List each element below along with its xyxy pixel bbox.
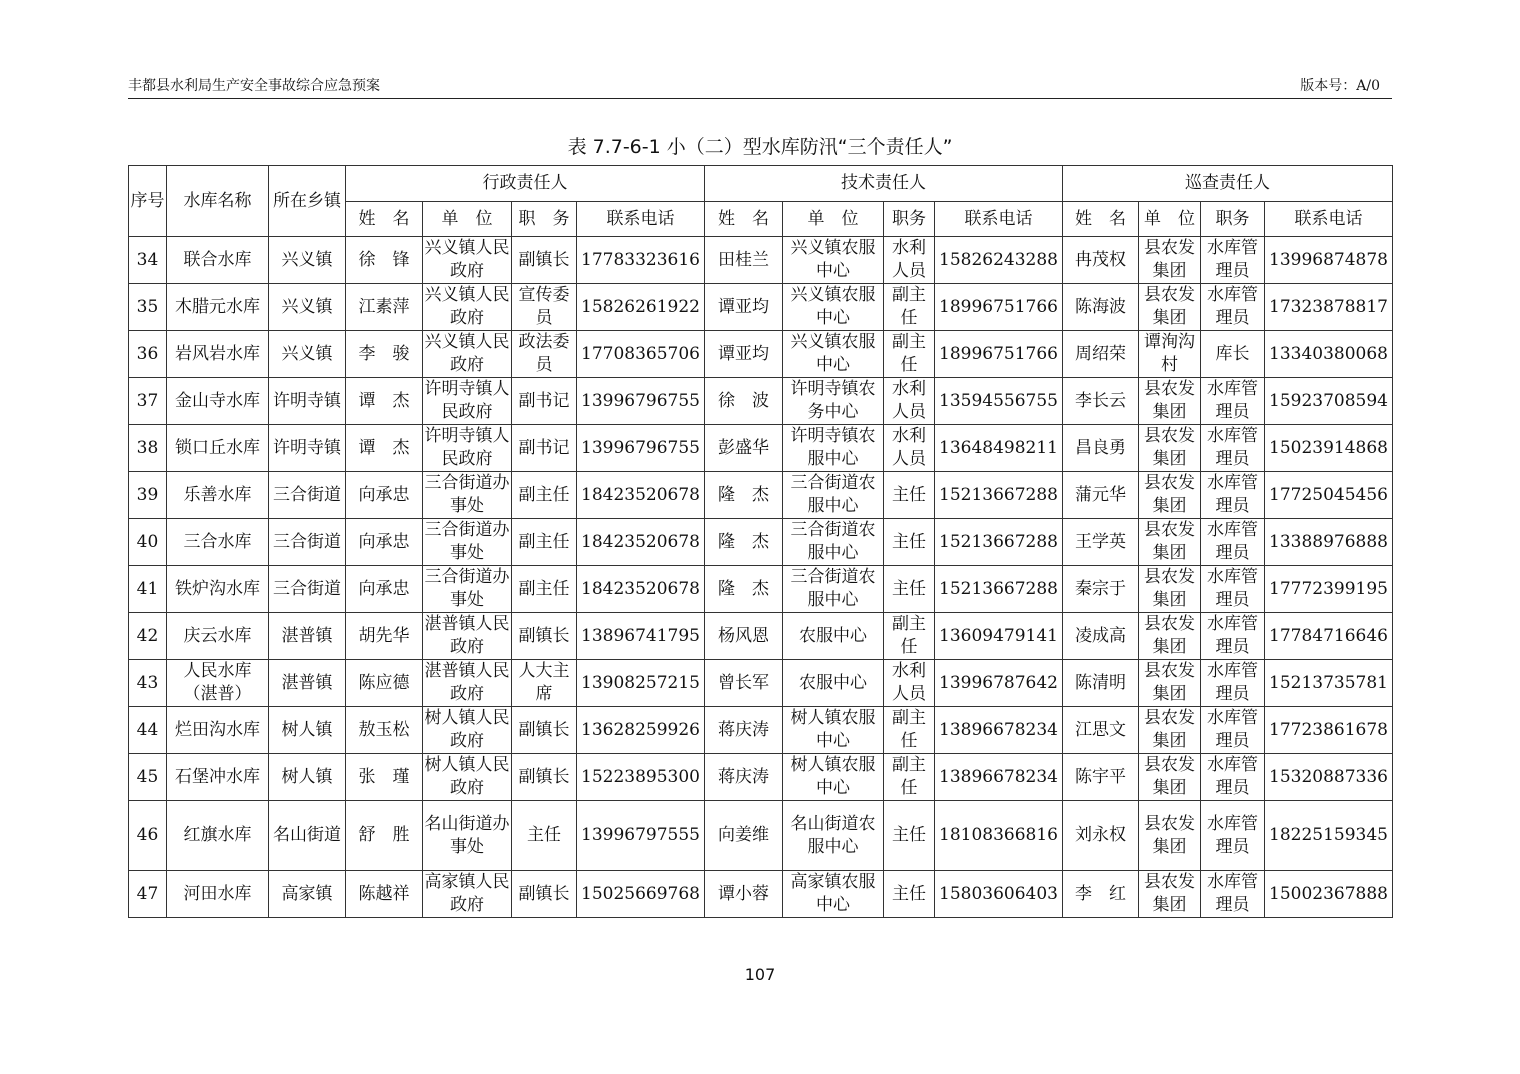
- cell-tech-unit: 名山街道农服中心: [783, 801, 884, 871]
- cell-reservoir: 烂田沟水库: [167, 707, 269, 754]
- cell-patrol-position: 水库管理员: [1201, 613, 1265, 660]
- col-seq-header: 序号: [129, 166, 167, 237]
- cell-admin-name: 陈应德: [346, 660, 423, 707]
- table-row: [129, 707, 1393, 754]
- cell-admin-unit: 三合街道办事处: [423, 519, 512, 566]
- cell-admin-position: 副镇长: [512, 754, 577, 801]
- cell-tech-name: 田桂兰: [705, 237, 783, 284]
- table-row: [129, 871, 1393, 918]
- cell-patrol-name: 江思文: [1063, 707, 1139, 754]
- cell-tech-phone: 15213667288: [935, 472, 1063, 519]
- cell-tech-phone: 13594556755: [935, 378, 1063, 425]
- cell-patrol-name: 冉茂权: [1063, 237, 1139, 284]
- cell-patrol-name: 陈宇平: [1063, 754, 1139, 801]
- cell-tech-phone: 18108366816: [935, 801, 1063, 871]
- cell-patrol-unit: 县农发集团: [1139, 519, 1201, 566]
- cell-tech-name: 蒋庆涛: [705, 707, 783, 754]
- cell-patrol-position: 水库管理员: [1201, 707, 1265, 754]
- cell-patrol-unit: 县农发集团: [1139, 871, 1201, 918]
- cell-tech-position: 副主任: [884, 707, 935, 754]
- cell-admin-name: 向承忠: [346, 472, 423, 519]
- cell-town: 兴义镇: [269, 284, 346, 331]
- cell-tech-phone: 13609479141: [935, 613, 1063, 660]
- group-admin-header: 行政责任人: [346, 166, 705, 202]
- cell-seq: 35: [129, 284, 167, 331]
- table-row: [129, 566, 1393, 613]
- cell-admin-phone: 13908257215: [577, 660, 705, 707]
- tech-unit-header: 单 位: [783, 202, 884, 237]
- cell-admin-unit: 兴义镇人民政府: [423, 237, 512, 284]
- cell-admin-unit: 树人镇人民政府: [423, 754, 512, 801]
- cell-admin-position: 副书记: [512, 425, 577, 472]
- cell-patrol-name: 李 红: [1063, 871, 1139, 918]
- cell-admin-unit: 许明寺镇人民政府: [423, 378, 512, 425]
- cell-patrol-unit: 县农发集团: [1139, 284, 1201, 331]
- tech-phone-header: 联系电话: [935, 202, 1063, 237]
- cell-town: 湛普镇: [269, 660, 346, 707]
- cell-patrol-unit: 县农发集团: [1139, 566, 1201, 613]
- cell-patrol-phone: 13340380068: [1265, 331, 1393, 378]
- cell-patrol-position: 水库管理员: [1201, 284, 1265, 331]
- table-title: 表 7.7-6-1 小（二）型水库防汛“三个责任人”: [567, 136, 953, 158]
- cell-patrol-name: 蒲元华: [1063, 472, 1139, 519]
- cell-admin-position: 人大主席: [512, 660, 577, 707]
- cell-admin-position: 副镇长: [512, 237, 577, 284]
- cell-town: 三合街道: [269, 472, 346, 519]
- cell-town: 兴义镇: [269, 331, 346, 378]
- cell-patrol-name: 凌成高: [1063, 613, 1139, 660]
- cell-patrol-position: 水库管理员: [1201, 801, 1265, 871]
- cell-admin-name: 江素萍: [346, 284, 423, 331]
- cell-tech-name: 谭亚均: [705, 331, 783, 378]
- cell-admin-name: 张 瑾: [346, 754, 423, 801]
- cell-tech-position: 主任: [884, 801, 935, 871]
- cell-town: 许明寺镇: [269, 378, 346, 425]
- cell-reservoir: 金山寺水库: [167, 378, 269, 425]
- cell-tech-phone: 13996787642: [935, 660, 1063, 707]
- cell-patrol-unit: 县农发集团: [1139, 378, 1201, 425]
- patrol-position-header: 职务: [1201, 202, 1265, 237]
- cell-tech-unit: 农服中心: [783, 613, 884, 660]
- cell-admin-phone: 13896741795: [577, 613, 705, 660]
- cell-tech-position: 副主任: [884, 331, 935, 378]
- responsibility-table: [128, 165, 1393, 918]
- cell-tech-phone: 15213667288: [935, 519, 1063, 566]
- cell-tech-unit: 三合街道农服中心: [783, 472, 884, 519]
- cell-seq: 39: [129, 472, 167, 519]
- cell-tech-position: 副主任: [884, 284, 935, 331]
- col-reservoir-header: 水库名称: [167, 166, 269, 237]
- page-number: 107: [744, 965, 776, 984]
- cell-patrol-phone: 13388976888: [1265, 519, 1393, 566]
- table-row: [129, 613, 1393, 660]
- cell-patrol-name: 陈海波: [1063, 284, 1139, 331]
- cell-admin-position: 副主任: [512, 472, 577, 519]
- cell-patrol-name: 昌良勇: [1063, 425, 1139, 472]
- cell-admin-phone: 15025669768: [577, 871, 705, 918]
- cell-patrol-phone: 17323878817: [1265, 284, 1393, 331]
- cell-patrol-phone: 13996874878: [1265, 237, 1393, 284]
- cell-patrol-phone: 15320887336: [1265, 754, 1393, 801]
- table-row: [129, 519, 1393, 566]
- cell-admin-name: 陈越祥: [346, 871, 423, 918]
- cell-tech-phone: 18996751766: [935, 284, 1063, 331]
- cell-reservoir: 联合水库: [167, 237, 269, 284]
- cell-patrol-name: 李长云: [1063, 378, 1139, 425]
- cell-admin-name: 向承忠: [346, 566, 423, 613]
- cell-seq: 44: [129, 707, 167, 754]
- tech-position-header: 职务: [884, 202, 935, 237]
- cell-patrol-position: 水库管理员: [1201, 378, 1265, 425]
- cell-patrol-phone: 15923708594: [1265, 378, 1393, 425]
- cell-admin-phone: 15223895300: [577, 754, 705, 801]
- admin-unit-header: 单 位: [423, 202, 512, 237]
- cell-tech-position: 主任: [884, 566, 935, 613]
- cell-patrol-name: 秦宗于: [1063, 566, 1139, 613]
- table-row: [129, 237, 1393, 284]
- cell-patrol-unit: 县农发集团: [1139, 425, 1201, 472]
- cell-tech-name: 杨风恩: [705, 613, 783, 660]
- cell-tech-name: 隆 杰: [705, 472, 783, 519]
- cell-admin-unit: 高家镇人民政府: [423, 871, 512, 918]
- cell-town: 名山街道: [269, 801, 346, 871]
- cell-patrol-position: 水库管理员: [1201, 871, 1265, 918]
- cell-tech-position: 主任: [884, 871, 935, 918]
- cell-admin-phone: 13628259926: [577, 707, 705, 754]
- cell-patrol-position: 水库管理员: [1201, 519, 1265, 566]
- cell-patrol-phone: 17784716646: [1265, 613, 1393, 660]
- table-row: [129, 472, 1393, 519]
- cell-tech-phone: 18996751766: [935, 331, 1063, 378]
- cell-tech-phone: 15803606403: [935, 871, 1063, 918]
- cell-tech-phone: 15213667288: [935, 566, 1063, 613]
- cell-admin-name: 李 骏: [346, 331, 423, 378]
- cell-patrol-phone: 18225159345: [1265, 801, 1393, 871]
- cell-admin-position: 副镇长: [512, 707, 577, 754]
- cell-town: 树人镇: [269, 707, 346, 754]
- cell-seq: 34: [129, 237, 167, 284]
- cell-admin-unit: 三合街道办事处: [423, 472, 512, 519]
- cell-tech-position: 水利人员: [884, 425, 935, 472]
- cell-admin-name: 向承忠: [346, 519, 423, 566]
- cell-patrol-unit: 县农发集团: [1139, 472, 1201, 519]
- tech-name-header: 姓 名: [705, 202, 783, 237]
- cell-tech-position: 水利人员: [884, 660, 935, 707]
- cell-patrol-position: 水库管理员: [1201, 660, 1265, 707]
- cell-admin-unit: 三合街道办事处: [423, 566, 512, 613]
- cell-reservoir: 人民水库（湛普）: [167, 660, 269, 707]
- cell-admin-unit: 树人镇人民政府: [423, 707, 512, 754]
- cell-reservoir: 庆云水库: [167, 613, 269, 660]
- table-row: [129, 660, 1393, 707]
- cell-patrol-position: 水库管理员: [1201, 472, 1265, 519]
- patrol-phone-header: 联系电话: [1265, 202, 1393, 237]
- cell-tech-phone: 13896678234: [935, 707, 1063, 754]
- cell-admin-unit: 兴义镇人民政府: [423, 331, 512, 378]
- cell-patrol-unit: 县农发集团: [1139, 754, 1201, 801]
- cell-tech-name: 彭盛华: [705, 425, 783, 472]
- admin-phone-header: 联系电话: [577, 202, 705, 237]
- cell-tech-unit: 高家镇农服中心: [783, 871, 884, 918]
- cell-admin-name: 胡先华: [346, 613, 423, 660]
- cell-patrol-name: 周绍荣: [1063, 331, 1139, 378]
- cell-reservoir: 木腊元水库: [167, 284, 269, 331]
- cell-seq: 40: [129, 519, 167, 566]
- table-row: [129, 331, 1393, 378]
- cell-seq: 42: [129, 613, 167, 660]
- cell-patrol-position: 水库管理员: [1201, 425, 1265, 472]
- cell-tech-name: 隆 杰: [705, 519, 783, 566]
- cell-admin-phone: 13996796755: [577, 378, 705, 425]
- cell-reservoir: 三合水库: [167, 519, 269, 566]
- cell-tech-unit: 兴义镇农服中心: [783, 284, 884, 331]
- cell-tech-name: 隆 杰: [705, 566, 783, 613]
- cell-patrol-phone: 15002367888: [1265, 871, 1393, 918]
- cell-town: 三合街道: [269, 519, 346, 566]
- cell-admin-name: 谭 杰: [346, 425, 423, 472]
- group-tech-header: 技术责任人: [705, 166, 1063, 202]
- cell-admin-phone: 13996797555: [577, 801, 705, 871]
- page-header: [128, 76, 1392, 99]
- admin-name-header: 姓 名: [346, 202, 423, 237]
- cell-seq: 45: [129, 754, 167, 801]
- cell-tech-unit: 兴义镇农服中心: [783, 237, 884, 284]
- cell-tech-name: 徐 波: [705, 378, 783, 425]
- cell-admin-unit: 湛普镇人民政府: [423, 613, 512, 660]
- cell-tech-position: 主任: [884, 472, 935, 519]
- cell-reservoir: 河田水库: [167, 871, 269, 918]
- cell-admin-name: 敖玉松: [346, 707, 423, 754]
- cell-reservoir: 岩风岩水库: [167, 331, 269, 378]
- cell-patrol-unit: 县农发集团: [1139, 707, 1201, 754]
- cell-admin-position: 副镇长: [512, 613, 577, 660]
- cell-patrol-unit: 谭洵沟村: [1139, 331, 1201, 378]
- cell-seq: 41: [129, 566, 167, 613]
- cell-admin-phone: 15826261922: [577, 284, 705, 331]
- cell-admin-phone: 17708365706: [577, 331, 705, 378]
- cell-patrol-unit: 县农发集团: [1139, 613, 1201, 660]
- cell-patrol-phone: 17723861678: [1265, 707, 1393, 754]
- cell-admin-unit: 兴义镇人民政府: [423, 284, 512, 331]
- cell-tech-phone: 13648498211: [935, 425, 1063, 472]
- cell-seq: 46: [129, 801, 167, 871]
- cell-admin-position: 副主任: [512, 566, 577, 613]
- cell-admin-phone: 17783323616: [577, 237, 705, 284]
- cell-patrol-unit: 县农发集团: [1139, 660, 1201, 707]
- cell-admin-position: 宣传委员: [512, 284, 577, 331]
- cell-tech-position: 水利人员: [884, 378, 935, 425]
- cell-admin-position: 政法委员: [512, 331, 577, 378]
- cell-tech-name: 向姜维: [705, 801, 783, 871]
- cell-tech-position: 副主任: [884, 613, 935, 660]
- cell-admin-position: 副镇长: [512, 871, 577, 918]
- cell-tech-phone: 13896678234: [935, 754, 1063, 801]
- cell-tech-unit: 三合街道农服中心: [783, 566, 884, 613]
- cell-admin-phone: 13996796755: [577, 425, 705, 472]
- cell-seq: 36: [129, 331, 167, 378]
- cell-patrol-name: 刘永权: [1063, 801, 1139, 871]
- cell-seq: 43: [129, 660, 167, 707]
- cell-seq: 47: [129, 871, 167, 918]
- cell-patrol-position: 水库管理员: [1201, 237, 1265, 284]
- cell-tech-unit: 许明寺镇农务中心: [783, 378, 884, 425]
- cell-patrol-phone: 15213735781: [1265, 660, 1393, 707]
- col-town-header: 所在乡镇: [269, 166, 346, 237]
- cell-seq: 37: [129, 378, 167, 425]
- cell-tech-unit: 许明寺镇农服中心: [783, 425, 884, 472]
- cell-admin-phone: 18423520678: [577, 566, 705, 613]
- cell-tech-unit: 三合街道农服中心: [783, 519, 884, 566]
- cell-tech-unit: 农服中心: [783, 660, 884, 707]
- cell-reservoir: 铁炉沟水库: [167, 566, 269, 613]
- group-patrol-header: 巡查责任人: [1063, 166, 1393, 202]
- header-row-groups: [129, 166, 1393, 202]
- cell-admin-name: 谭 杰: [346, 378, 423, 425]
- table-row: [129, 425, 1393, 472]
- cell-town: 树人镇: [269, 754, 346, 801]
- cell-patrol-name: 王学英: [1063, 519, 1139, 566]
- cell-patrol-phone: 15023914868: [1265, 425, 1393, 472]
- cell-tech-unit: 树人镇农服中心: [783, 754, 884, 801]
- table-row: [129, 801, 1393, 871]
- cell-admin-position: 主任: [512, 801, 577, 871]
- cell-reservoir: 石堡冲水库: [167, 754, 269, 801]
- cell-tech-unit: 树人镇农服中心: [783, 707, 884, 754]
- cell-patrol-position: 库长: [1201, 331, 1265, 378]
- cell-reservoir: 红旗水库: [167, 801, 269, 871]
- cell-tech-position: 副主任: [884, 754, 935, 801]
- cell-patrol-unit: 县农发集团: [1139, 801, 1201, 871]
- cell-admin-position: 副主任: [512, 519, 577, 566]
- cell-patrol-position: 水库管理员: [1201, 754, 1265, 801]
- cell-tech-name: 谭小蓉: [705, 871, 783, 918]
- cell-tech-name: 谭亚均: [705, 284, 783, 331]
- table-row: [129, 754, 1393, 801]
- cell-patrol-position: 水库管理员: [1201, 566, 1265, 613]
- table-row: [129, 378, 1393, 425]
- cell-reservoir: 乐善水库: [167, 472, 269, 519]
- cell-town: 兴义镇: [269, 237, 346, 284]
- cell-admin-position: 副书记: [512, 378, 577, 425]
- cell-tech-name: 蒋庆涛: [705, 754, 783, 801]
- cell-admin-phone: 18423520678: [577, 472, 705, 519]
- cell-patrol-phone: 17725045456: [1265, 472, 1393, 519]
- admin-position-header: 职 务: [512, 202, 577, 237]
- cell-patrol-name: 陈清明: [1063, 660, 1139, 707]
- table-row: [129, 284, 1393, 331]
- cell-admin-unit: 名山街道办事处: [423, 801, 512, 871]
- cell-tech-name: 曾长军: [705, 660, 783, 707]
- patrol-name-header: 姓 名: [1063, 202, 1139, 237]
- cell-town: 高家镇: [269, 871, 346, 918]
- document-title: 丰都县水利局生产安全事故综合应急预案: [128, 78, 380, 94]
- cell-patrol-phone: 17772399195: [1265, 566, 1393, 613]
- cell-town: 许明寺镇: [269, 425, 346, 472]
- cell-tech-phone: 15826243288: [935, 237, 1063, 284]
- cell-admin-unit: 湛普镇人民政府: [423, 660, 512, 707]
- cell-tech-position: 主任: [884, 519, 935, 566]
- cell-tech-position: 水利人员: [884, 237, 935, 284]
- cell-town: 湛普镇: [269, 613, 346, 660]
- cell-admin-name: 舒 胜: [346, 801, 423, 871]
- cell-tech-unit: 兴义镇农服中心: [783, 331, 884, 378]
- cell-seq: 38: [129, 425, 167, 472]
- version-label: 版本号：A/0: [1300, 78, 1380, 94]
- cell-admin-unit: 许明寺镇人民政府: [423, 425, 512, 472]
- cell-reservoir: 锁口丘水库: [167, 425, 269, 472]
- cell-town: 三合街道: [269, 566, 346, 613]
- cell-patrol-unit: 县农发集团: [1139, 237, 1201, 284]
- cell-admin-name: 徐 锋: [346, 237, 423, 284]
- patrol-unit-header: 单 位: [1139, 202, 1201, 237]
- cell-admin-phone: 18423520678: [577, 519, 705, 566]
